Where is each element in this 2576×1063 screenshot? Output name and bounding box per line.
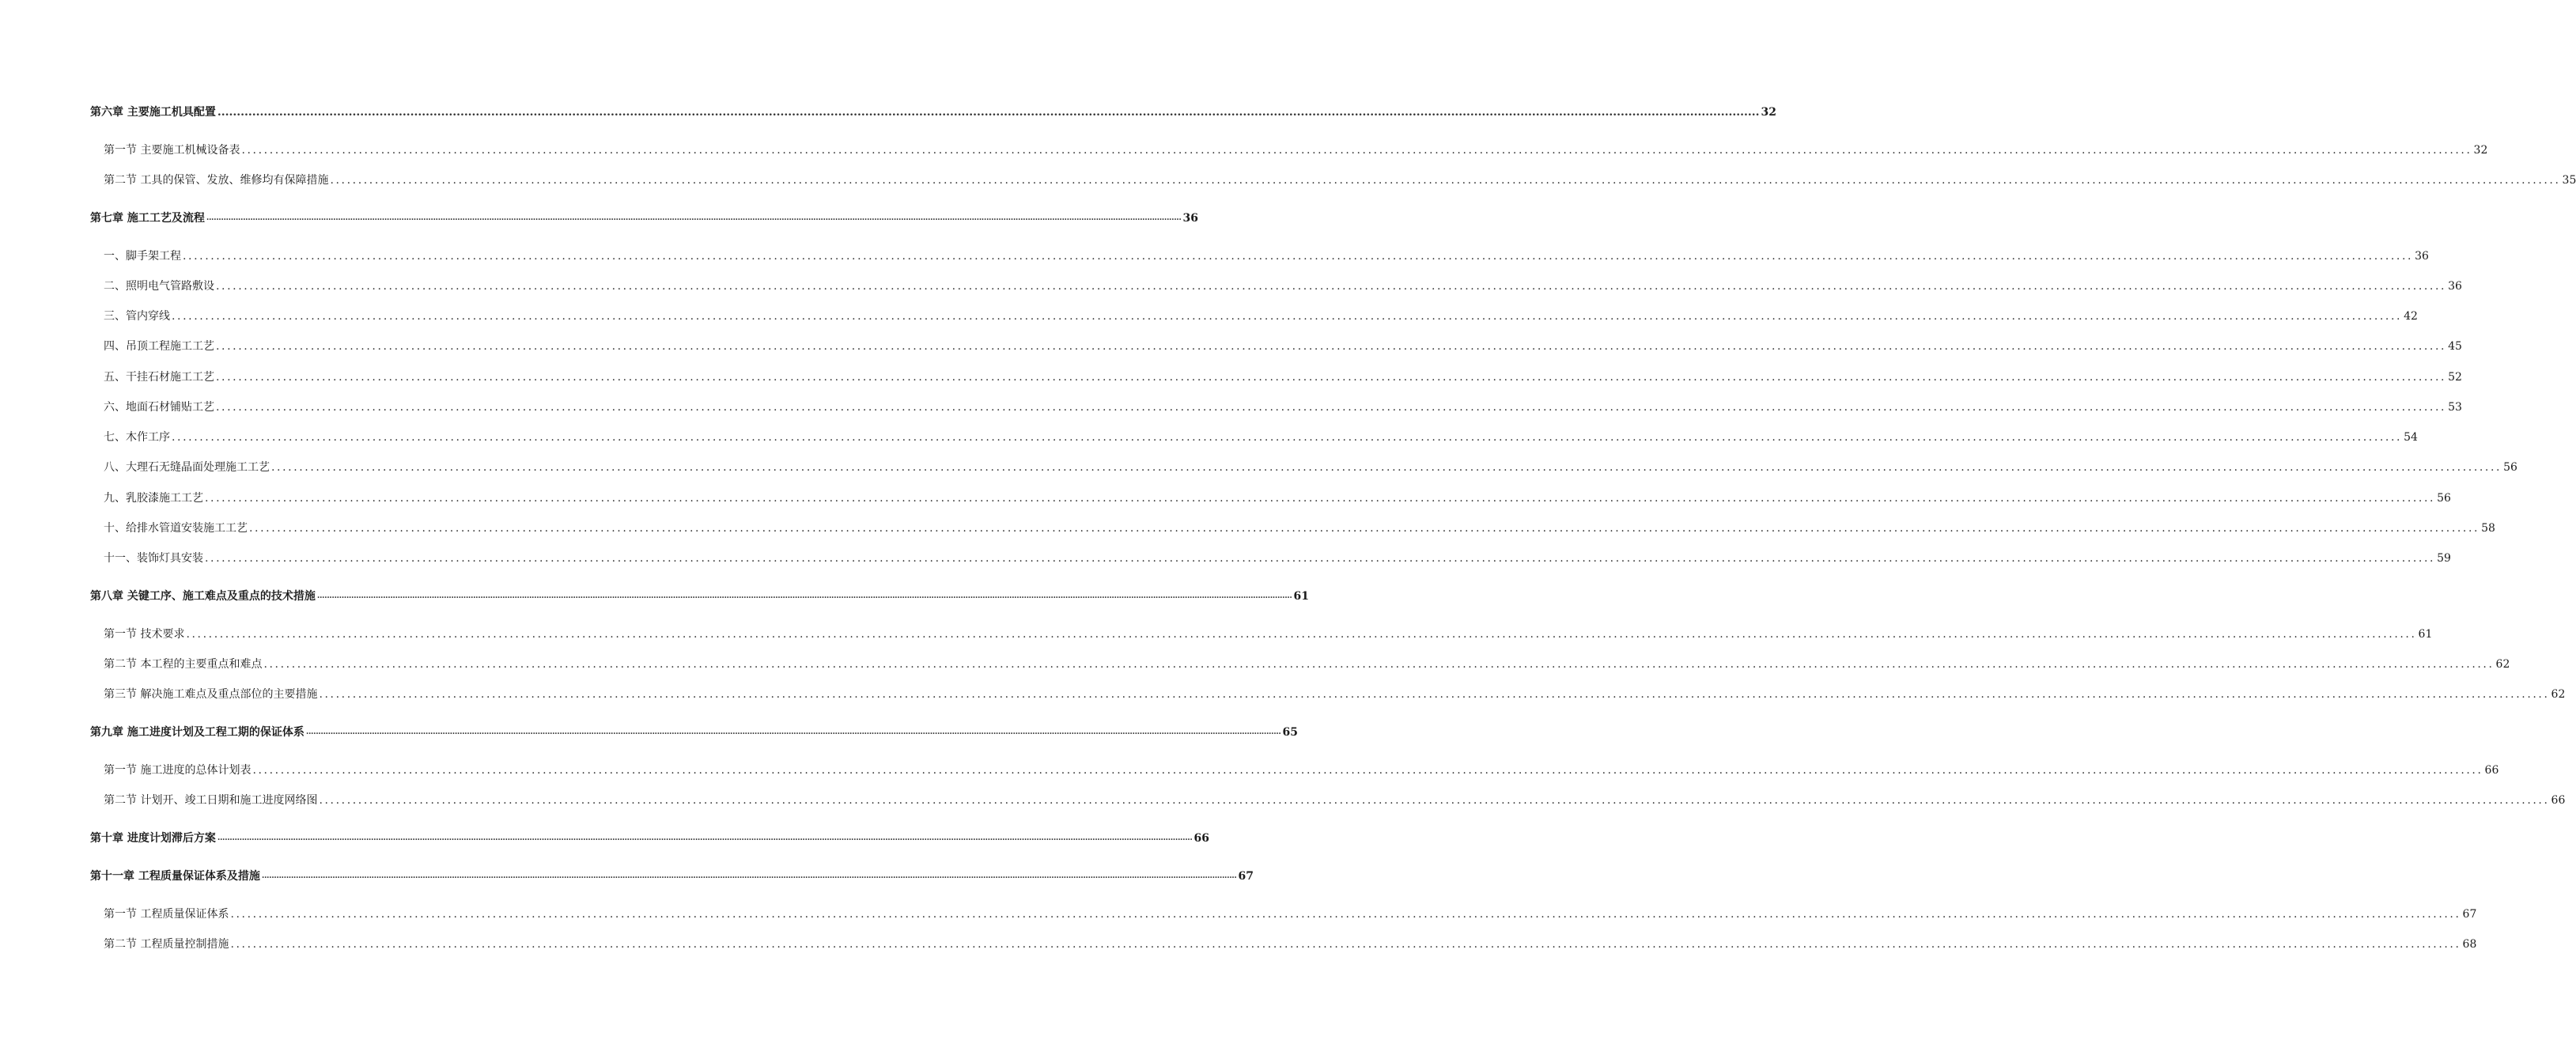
toc-dot-leader: ................................................................................................................................................................................................................................................................................................................................................................................................................: [183, 250, 2414, 263]
toc-entry-title: 第一节 技术要求: [104, 628, 185, 641]
toc-dot-leader: ................................................................................................................................................................................................................................................................................................................................................................................................................: [205, 492, 2436, 505]
toc-entry-title: 第十一章 工程质量保证体系及措施: [90, 870, 260, 883]
toc-dot-leader: ................................................................................................................................................................................................................................................................................................................................................................................................................: [261, 872, 1237, 880]
toc-page-number: 32: [1761, 106, 1776, 119]
toc-dot-leader: ................................................................................................................................................................................................................................................................................................................................................................................................................: [217, 106, 1760, 119]
toc-section-entry[interactable]: [90, 425, 2418, 444]
toc-entry-title: 第二节 工程质量控制措施: [104, 938, 229, 951]
toc-page-number: 32: [2473, 144, 2488, 157]
toc-chapter-entry[interactable]: [90, 584, 1309, 603]
toc-chapter-entry[interactable]: [90, 206, 1198, 225]
toc-entry-title: 第九章 施工进度计划及工程工期的保证体系: [90, 726, 305, 739]
toc-page-number: 35: [2562, 174, 2576, 187]
toc-dot-leader: ................................................................................................................................................................................................................................................................................................................................................................................................................: [305, 728, 1281, 736]
toc-entry-title: 五、干挂石材施工工艺: [104, 371, 214, 384]
toc-entry-title: 七、木作工序: [104, 431, 170, 444]
toc-section-entry[interactable]: [90, 395, 2462, 414]
toc-page-number: 67: [1238, 870, 1254, 883]
toc-page-number: 61: [2418, 628, 2433, 641]
toc-page-number: 66: [2484, 764, 2499, 777]
toc-page-number: 65: [1282, 726, 1298, 739]
toc-entry-title: 第一节 工程质量保证体系: [104, 908, 229, 921]
toc-dot-leader: ................................................................................................................................................................................................................................................................................................................................................................................................................: [249, 522, 2480, 535]
toc-page-number: 66: [2551, 794, 2566, 807]
toc-page-number: 62: [2495, 658, 2510, 671]
toc-entry-title: 第二节 计划开、竣工日期和施工进度网络图: [104, 794, 318, 807]
toc-page-number: 36: [2415, 250, 2429, 263]
toc-page-number: 56: [2503, 461, 2517, 474]
toc-dot-leader: ................................................................................................................................................................................................................................................................................................................................................................................................................: [263, 658, 2495, 671]
toc-dot-leader: ................................................................................................................................................................................................................................................................................................................................................................................................................: [205, 552, 2436, 565]
toc-entry-title: 第二节 工具的保管、发放、维修均有保障措施: [104, 174, 329, 187]
toc-entry-title: 十、给排水管道安装施工工艺: [104, 522, 248, 535]
toc-section-entry[interactable]: [90, 455, 2517, 474]
toc-section-entry[interactable]: [90, 334, 2462, 353]
toc-chapter-entry[interactable]: [90, 864, 1254, 883]
toc-page-number: 67: [2462, 908, 2477, 921]
toc-section-entry[interactable]: [90, 365, 2462, 384]
toc-section-entry[interactable]: [90, 138, 2488, 157]
toc-section-entry[interactable]: [90, 682, 2566, 701]
toc-entry-title: 四、吊顶工程施工工艺: [104, 340, 214, 353]
toc-entry-title: 十一、装饰灯具安装: [104, 552, 203, 565]
toc-dot-leader: ................................................................................................................................................................................................................................................................................................................................................................................................................: [230, 938, 2461, 951]
toc-section-entry[interactable]: [90, 902, 2477, 921]
toc-section-entry[interactable]: [90, 486, 2451, 505]
toc-page-number: 68: [2462, 938, 2477, 951]
toc-entry-title: 第七章 施工工艺及流程: [90, 212, 205, 225]
toc-dot-leader: ................................................................................................................................................................................................................................................................................................................................................................................................................: [230, 908, 2461, 921]
toc-page-number: 52: [2448, 371, 2462, 384]
toc-section-entry[interactable]: [90, 622, 2433, 641]
toc-page-number: 53: [2448, 401, 2462, 414]
toc-entry-title: 第二节 本工程的主要重点和难点: [104, 658, 263, 671]
toc-dot-leader: ................................................................................................................................................................................................................................................................................................................................................................................................................: [316, 592, 1292, 600]
toc-section-entry[interactable]: [90, 244, 2429, 263]
toc-dot-leader: ................................................................................................................................................................................................................................................................................................................................................................................................................: [271, 461, 2502, 474]
toc-dot-leader: ................................................................................................................................................................................................................................................................................................................................................................................................................: [319, 794, 2550, 807]
toc-entry-title: 第六章 主要施工机具配置: [90, 106, 216, 119]
toc-dot-leader: ................................................................................................................................................................................................................................................................................................................................................................................................................: [216, 280, 2447, 293]
toc-entry-title: 三、管内穿线: [104, 310, 170, 323]
toc-entry-title: 第八章 关键工序、施工难点及重点的技术措施: [90, 590, 316, 603]
toc-entry-title: 第一节 施工进度的总体计划表: [104, 764, 252, 777]
toc-chapter-entry[interactable]: [90, 826, 1209, 845]
toc-entry-title: 第三节 解决施工难点及重点部位的主要措施: [104, 688, 318, 701]
toc-dot-leader: ................................................................................................................................................................................................................................................................................................................................................................................................................: [216, 340, 2447, 353]
toc-page-number: 61: [1293, 590, 1309, 603]
toc-dot-leader: ................................................................................................................................................................................................................................................................................................................................................................................................................: [319, 688, 2550, 701]
toc-dot-leader: ................................................................................................................................................................................................................................................................................................................................................................................................................: [241, 144, 2472, 157]
toc-section-entry[interactable]: [90, 546, 2451, 565]
toc-dot-leader: ................................................................................................................................................................................................................................................................................................................................................................................................................: [216, 401, 2447, 414]
toc-entry-title: 八、大理石无缝晶面处理施工工艺: [104, 461, 270, 474]
toc-section-entry[interactable]: [90, 652, 2510, 671]
toc-entry-title: 六、地面石材铺贴工艺: [104, 401, 214, 414]
toc-dot-leader: ................................................................................................................................................................................................................................................................................................................................................................................................................: [330, 174, 2561, 187]
toc-dot-leader: ................................................................................................................................................................................................................................................................................................................................................................................................................: [172, 431, 2403, 444]
toc-section-entry[interactable]: [90, 758, 2499, 777]
toc-section-entry[interactable]: [90, 932, 2477, 951]
toc-section-entry[interactable]: [90, 516, 2495, 535]
toc-section-entry[interactable]: [90, 788, 2566, 807]
toc-dot-leader: ................................................................................................................................................................................................................................................................................................................................................................................................................: [172, 310, 2403, 323]
toc-dot-leader: ................................................................................................................................................................................................................................................................................................................................................................................................................: [216, 371, 2447, 384]
toc-entry-title: 第十章 进度计划滞后方案: [90, 832, 216, 845]
toc-page-number: 59: [2437, 552, 2451, 565]
toc-entry-title: 二、照明电气管路敷设: [104, 280, 214, 293]
toc-dot-leader: ................................................................................................................................................................................................................................................................................................................................................................................................................: [252, 764, 2483, 777]
toc-section-entry[interactable]: [90, 304, 2418, 323]
toc-entry-title: 九、乳胶漆施工工艺: [104, 492, 203, 505]
toc-page-number: 45: [2448, 340, 2462, 353]
toc-dot-leader: ................................................................................................................................................................................................................................................................................................................................................................................................................: [217, 834, 1193, 842]
toc-chapter-entry[interactable]: [90, 100, 1776, 119]
toc-page-number: 58: [2481, 522, 2495, 535]
toc-chapter-entry[interactable]: [90, 720, 1298, 739]
toc-dot-leader: ................................................................................................................................................................................................................................................................................................................................................................................................................: [206, 214, 1182, 222]
toc-page-number: 66: [1193, 832, 1209, 845]
toc-page-number: 56: [2437, 492, 2451, 505]
toc-section-entry[interactable]: [90, 274, 2462, 293]
toc-entry-title: 一、脚手架工程: [104, 250, 181, 263]
toc-dot-leader: ................................................................................................................................................................................................................................................................................................................................................................................................................: [186, 628, 2417, 641]
toc-page-number: 42: [2404, 310, 2418, 323]
toc-page-number: 36: [2448, 280, 2462, 293]
toc-section-entry[interactable]: [90, 168, 2576, 187]
toc-page-number: 36: [1182, 212, 1198, 225]
toc-page-number: 54: [2404, 431, 2418, 444]
toc-entry-title: 第一节 主要施工机械设备表: [104, 144, 240, 157]
toc-page-number: 62: [2551, 688, 2566, 701]
